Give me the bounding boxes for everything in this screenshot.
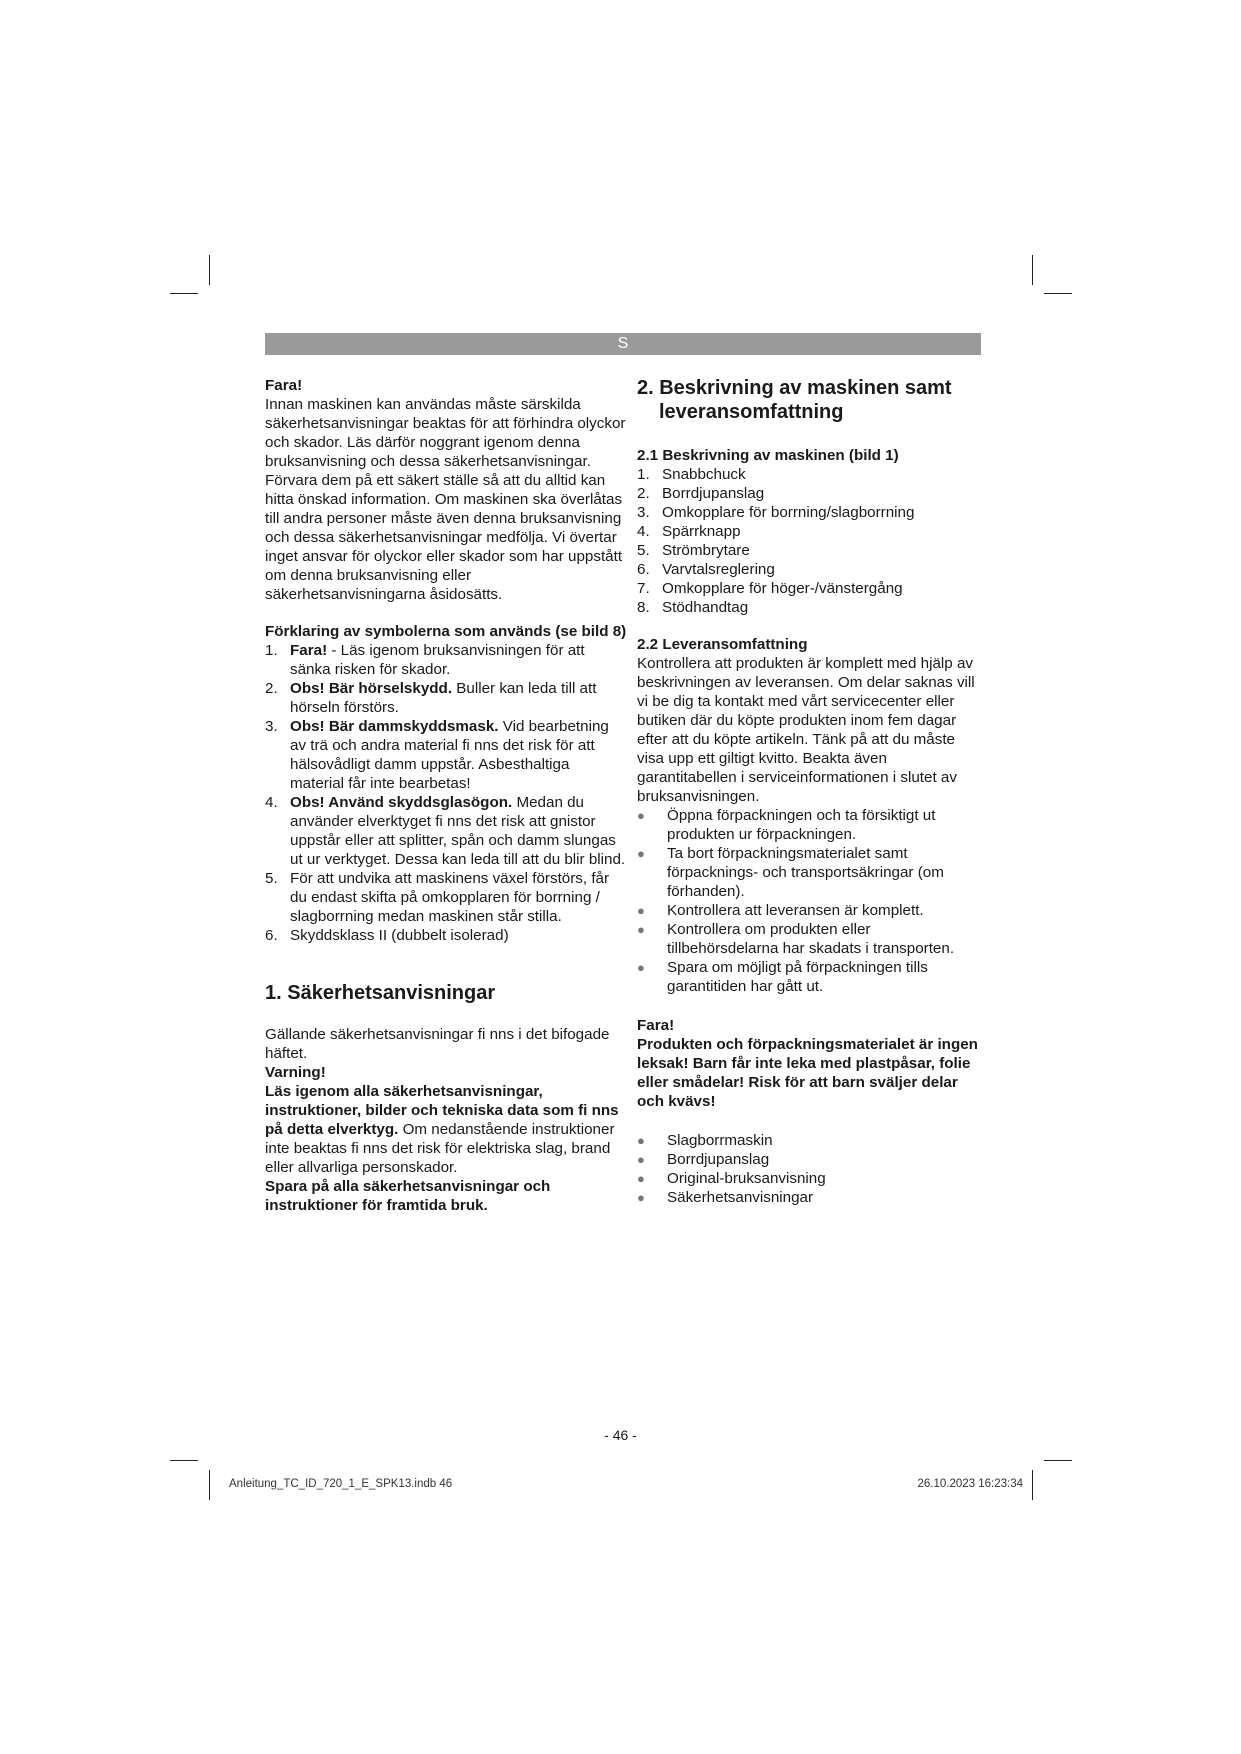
language-bar: S — [265, 333, 981, 355]
list-item: 4. Obs! Använd skyddsglasögon. Medan du använder elverktyget fi nns det risk att gnistor uppstår eller att splitter, spån och damm slungas ut ur verktyget. Dessa kan leda till att du blir blind. — [265, 794, 626, 868]
list-item: ● Kontrollera att leveransen är komplett. — [637, 902, 924, 919]
list-item: 3. Omkopplare för borrning/slagborrning — [637, 504, 915, 521]
danger-text: Innan maskinen kan användas måste särskilda säkerhetsanvisningar beaktas för att förhindra olyckor och skador. Läs därför noggrant igenom denna bruksanvisning och dessa säkerhetsanvisningar. Förvara dem på ett säkert ställe så att du alltid kan hitta önskad information. Om maskinen ska överlåtas till andra personer måste även denna bruksanvisning och dessa säkerhetsanvisningar medfölja. Vi övertar inget ansvar för olyckor eller skador som har uppstått om denna bruksanvisning eller säkerhetsanvisningarna åsidosätts. — [265, 396, 626, 603]
list-item: 8. Stödhandtag — [637, 599, 749, 616]
list-item: 3. Obs! Bär dammskyddsmask. Vid bearbetning av trä och andra material fi nns det risk för att hälsovådligt damm uppstår. Asbesthaltiga material får inte bearbetas! — [265, 718, 609, 792]
list-item: ● Slagborrmaskin — [637, 1132, 773, 1149]
list-item: ● Säkerhetsanvisningar — [637, 1189, 814, 1206]
bullet-icon: ● — [637, 960, 645, 975]
section1-intro: Gällande säkerhetsanvisningar fi nns i det bifogade häftet. — [265, 1026, 610, 1062]
footer-timestamp: 26.10.2023 16:23:34 — [917, 1478, 1023, 1490]
crop-mark — [1044, 1460, 1072, 1461]
list-item: ● Spara om möjligt på förpackningen tills garantitiden har gått ut. — [637, 959, 928, 995]
danger-title: Fara! — [265, 377, 303, 394]
sub21-title: 2.1 Beskrivning av maskinen (bild 1) — [637, 447, 899, 464]
crop-mark — [1044, 293, 1072, 294]
list-item: 4. Spärrknapp — [637, 523, 741, 540]
symbols-heading: Förklaring av symbolerna som används (se bild 8) — [265, 623, 627, 640]
crop-mark — [170, 293, 198, 294]
list-item: 1. Snabbchuck — [637, 466, 746, 483]
parts-list — [637, 465, 982, 617]
list-item: 5. För att undvika att maskinens växel förstörs, får du endast skifta på omkopplaren för borrning / slagborrning medan maskinen står stilla. — [265, 870, 610, 925]
bullet-icon: ● — [637, 1171, 645, 1186]
bullet-icon: ● — [637, 922, 645, 937]
crop-mark — [1032, 1470, 1033, 1500]
crop-mark — [1032, 255, 1033, 285]
contents-list — [637, 1131, 982, 1207]
crop-mark — [209, 255, 210, 285]
bullet-icon: ● — [637, 1133, 645, 1148]
crop-mark — [170, 1460, 198, 1461]
bullet-icon: ● — [637, 1190, 645, 1205]
save-instructions: Spara på alla säkerhetsanvisningar och instruktioner för framtida bruk. — [265, 1178, 551, 1214]
list-item: 2. Borrdjupanslag — [637, 485, 765, 502]
section1-title: 1. Säkerhetsanvisningar — [265, 982, 496, 1004]
bullet-icon: ● — [637, 903, 645, 918]
warning-title: Varning! — [265, 1064, 326, 1081]
section2-title: 2. Beskrivning av maskinen samt leveransomfattning — [637, 377, 952, 423]
page-number: - 46 - — [604, 1427, 637, 1443]
list-item: ● Öppna förpackningen och ta försiktigt ut produkten ur förpackningen. — [637, 807, 936, 843]
bullet-icon: ● — [637, 808, 645, 823]
sub22-title: 2.2 Leveransomfattning — [637, 636, 808, 653]
bullet-icon: ● — [637, 846, 645, 861]
list-item: ● Kontrollera om produkten eller tillbehörsdelarna har skadats i transporten. — [637, 921, 955, 957]
list-item: 6. Skyddsklass II (dubbelt isolerad) — [265, 927, 509, 944]
list-item: 7. Omkopplare för höger-/vänstergång — [637, 580, 903, 597]
list-item: 1. Fara! - Läs igenom bruksanvisningen för att sänka risken för skador. — [265, 642, 585, 678]
left-column — [265, 376, 627, 1215]
list-item: 5. Strömbrytare — [637, 542, 750, 559]
crop-mark — [209, 1470, 210, 1500]
warning-text: Läs igenom alla säkerhetsanvisningar, instruktioner, bilder och tekniska data som fi nns på detta elverktyg. Om nedanstående instruktioner inte beaktas fi nns det risk för elektriska slag, brand eller allvarliga personskador. — [265, 1083, 619, 1176]
list-item: 6. Varvtalsreglering — [637, 561, 775, 578]
list-item: ● Ta bort förpackningsmaterialet samt förpacknings- och transportsäkringar (om förhanden). — [637, 845, 944, 900]
list-item: 2. Obs! Bär hörselskydd. Buller kan leda till att hörseln förstörs. — [265, 680, 597, 716]
list-item: ● Original-bruksanvisning — [637, 1170, 826, 1187]
unpack-steps-list — [637, 806, 982, 996]
list-item: ● Borrdjupanslag — [637, 1151, 770, 1168]
right-column — [637, 376, 982, 1207]
bullet-icon: ● — [637, 1152, 645, 1167]
sub22-text: Kontrollera att produkten är komplett med hjälp av beskrivningen av leveransen. Om delar saknas vill vi be dig ta kontakt med vårt servicecenter eller butiken där du köpte produkten inom fem dagar efter att du köpte artikeln. Tänk på att du måste visa upp ett giltigt kvitto. Beakta även garantitabellen i serviceinformationen i slutet av bruksanvisningen. — [637, 655, 975, 805]
danger-text: Produkten och förpackningsmaterialet är ingen leksak! Barn får inte leka med plastpåsar, folie eller smådelar! Risk för att barn sväljer delar och kvävs! — [637, 1036, 978, 1110]
danger-title: Fara! — [637, 1017, 675, 1034]
symbols-list — [265, 641, 627, 945]
footer-filename: Anleitung_TC_ID_720_1_E_SPK13.indb 46 — [229, 1478, 453, 1490]
